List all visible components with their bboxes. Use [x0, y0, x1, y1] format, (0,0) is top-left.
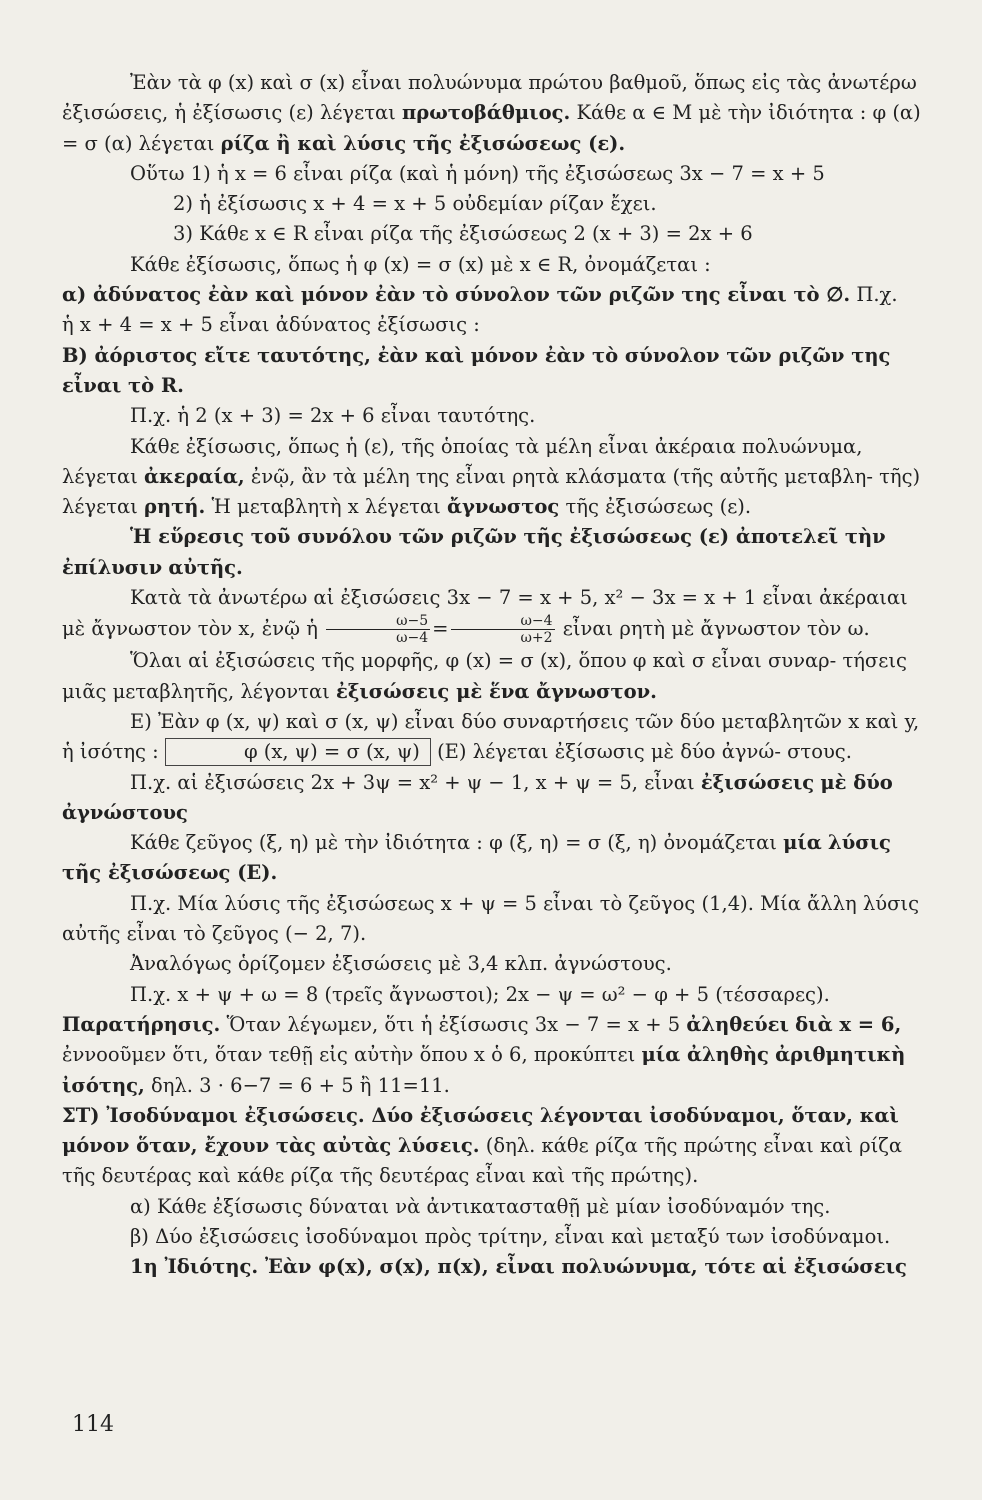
bold-term: μὲ δύο ἀγνώστους	[62, 770, 893, 824]
paragraph: Κατὰ τὰ ἀνωτέρω αἱ ἐξισώσεις 3x − 7 = x + 5, x² − 3x = x + 1 εἶναι ἀκέραιαι μὲ ἄγνωστον τὸν x, ἐνῷ ἡ $\frac{\omega-5}{\omega-4}$ = $\frac{\omega-4}{\omega+2}$ εἶναι ρητὴ μὲ ἄγνωστον τὸν ω.	[62, 586, 908, 647]
paragraph	[62, 768, 930, 829]
text-line: ἐνῷ, ἂν τὰ μέλη της εἶναι ρητὰ κλάσματα (τῆς αὐτῆς μεταβλη-	[250, 464, 873, 488]
text-line: Π.χ. Μία λύσις τῆς ἐξισώσεως x + ψ = 5 εἶναι τὸ ζεῦγος (1,4). Μία ἄλλη	[130, 891, 857, 915]
bold-term: ἐξισώσεις μὲ ἕνα ἄγνωστον.	[335, 679, 657, 703]
bold-term: αὐτῆς.	[168, 555, 243, 579]
text-line: Ὅταν λέγωμεν, ὅτι ἡ ἐξίσωσις 3x − 7 = x + 5	[226, 1012, 681, 1036]
text-line: ἀνωτέρω ἐξισώσεις, ἡ ἐξίσωσις (ε) λέγεται	[62, 71, 917, 125]
paragraph	[62, 828, 930, 889]
text-line: (δηλ. κάθε ρίζα τῆς πρώτης εἶναι καὶ ρίζα	[485, 1134, 903, 1158]
example-3: 3) Κάθε x ∈ R εἶναι ρίζα τῆς ἐξισώσεως 2 (x + 3) = 2x + 6	[173, 222, 753, 246]
bold-term: εἶναι τὸ R.	[62, 373, 184, 397]
paragraph: Κάθε ἐξίσωσις, ὅπως ἡ φ (x) = σ (x) μὲ x ∈ R, ὀνομάζεται :	[130, 252, 711, 276]
bold-term: λύσις τῆς ἐξισώσεως (Ε).	[62, 831, 891, 885]
example-1: Οὕτω 1) ἡ x = 6 εἶναι ρίζα (καὶ ἡ μόνη) τῆς ἐξισώσεως 3x − 7 = x + 5	[130, 161, 825, 185]
text-line: (Ε) λέγεται ἐξίσωσις μὲ δύο ἀγνώ-	[437, 740, 781, 764]
paragraph	[62, 707, 930, 768]
bold-term: ἀληθεύει	[686, 1012, 789, 1036]
bold-term: ΣΤ) Ἰσοδύναμοι ἐξισώσεις. Δύο ἐξισώσεις λέγονται ἰσοδύναμοι, ὅταν, καὶ	[62, 1103, 899, 1127]
bold-term: μία	[783, 831, 822, 855]
paragraph: Π.χ. x + ψ + ω = 8 (τρεῖς ἄγνωστοι); 2x − ψ = ω² − φ + 5 (τέσσαρες).	[130, 982, 830, 1006]
bold-term: Παρατήρησις.	[62, 1012, 221, 1036]
text-line: x καὶ y, ἡ ἰσότης :	[62, 709, 920, 764]
text-line: Κατὰ τὰ ἀνωτέρω αἱ ἐξισώσεις 3x − 7 = x + 5, x² − 3x = x + 1 εἶναι	[130, 586, 813, 610]
definition-b	[62, 341, 930, 402]
text-line: Ε) Ἐὰν φ (x, ψ) καὶ σ (x, ψ) εἶναι δύο συναρτήσεις τῶν δύο μεταβλητῶν	[130, 709, 842, 733]
bold-term: διὰ x = 6,	[795, 1012, 902, 1036]
page-number: 114	[72, 1412, 114, 1437]
text-line: λέγεται	[62, 464, 138, 488]
fraction	[326, 613, 430, 646]
fraction-numerator: ω−4	[451, 613, 555, 630]
bold-term: πρωτοβάθμιος.	[402, 101, 571, 125]
paragraph	[62, 432, 930, 523]
example-line: Π.χ. ἡ 2 (x + 3) = 2x + 6 εἶναι ταυτότης.	[130, 404, 536, 428]
paragraph	[62, 522, 930, 583]
text-line: ἐννοοῦμεν ὅτι, ὅταν τεθῇ εἰς αὐτὴν ὅπου x ὁ 6, προκύπτει	[62, 1043, 636, 1067]
bold-term: Ἡ εὕρεσις τοῦ συνόλου τῶν ριζῶν τῆς ἐξισώσεως (ε) ἀποτελεῖ τὴν ἐπίλυσιν	[62, 525, 886, 579]
bold-term: ρητή.	[144, 495, 206, 519]
example-2: 2) ἡ ἐξίσωσις x + 4 = x + 5 οὐδεμίαν ρίζαν ἔχει.	[173, 192, 657, 216]
paragraph	[62, 68, 930, 159]
text-line: Ἐὰν τὰ φ (x) καὶ σ (x) εἶναι πολυώνυμα πρώτου βαθμοῦ, ὅπως εἰς τὰς	[130, 71, 822, 94]
text-line: εἶναι ρητὴ μὲ ἄγνωστον τὸν ω.	[562, 617, 870, 641]
bold-term: μία ἀληθὴς	[641, 1043, 769, 1067]
bold-term: ἄγνωστος	[446, 495, 560, 519]
property-1	[62, 1252, 930, 1282]
fraction	[451, 613, 555, 646]
text-line: Κάθε ἐξίσωσις, ὅπως ἡ (ε), τῆς ὁποίας τὰ μέλη εἶναι ἀκέραια πολυώνυμα,	[130, 434, 863, 458]
text-line: τήσεις μιᾶς μεταβλητῆς, λέγονται	[62, 649, 907, 703]
property-a: α) Κάθε ἐξίσωσις δύναται νὰ ἀντικατασταθῇ μὲ μίαν ἰσοδύναμόν της.	[130, 1194, 831, 1218]
boxed-equation: φ (x, ψ) = σ (x, ψ)	[165, 738, 431, 766]
bold-term: ἀριθμητικὴ ἰσότης,	[62, 1043, 906, 1097]
text-line: Ἡ μεταβλητὴ x λέγεται	[211, 495, 441, 519]
text-line: τῆς) λέγεται	[62, 464, 921, 519]
text-line: τῆς δευτέρας καὶ κάθε ρίζα τῆς δευτέρας εἶναι καὶ τῆς πρώτης).	[62, 1164, 699, 1188]
paragraph	[62, 889, 930, 950]
bold-term: α) ἀδύνατος ἐὰν καὶ μόνον ἐὰν τὸ σύνολον τῶν ριζῶν της εἶναι τὸ ∅.	[62, 283, 851, 307]
bold-term: ἀκεραία,	[144, 464, 245, 488]
paragraph: Ἀναλόγως ὁρίζομεν ἐξισώσεις μὲ 3,4 κλπ. ἀγνώστους.	[130, 952, 672, 976]
bold-term: μόνον ὅταν, ἔχουν τὰς αὐτὰς λύσεις.	[62, 1134, 480, 1158]
text-line: λύσις αὐτῆς εἶναι τὸ ζεῦγος (− 2, 7).	[62, 891, 919, 946]
example-line: ἡ x + 4 = x + 5 εἶναι ἀδύνατος ἐξίσωσις :	[62, 313, 480, 337]
fraction-denominator: ω−4	[396, 630, 429, 647]
text-line: Κάθε α ∈ Μ μὲ τὴν	[576, 101, 763, 125]
text-line: Ὅλαι αἱ ἐξισώσεις τῆς μορφῆς, φ (x) = σ (x), ὅπου φ καὶ σ εἶναι συναρ-	[130, 649, 837, 673]
paragraph	[62, 646, 930, 707]
definition-a	[62, 280, 930, 310]
text-line: ἀκέραιαι μὲ ἄγνωστον τὸν x, ἐνῷ ἡ	[62, 586, 908, 641]
fraction-denominator: ω+2	[520, 630, 553, 647]
text-line: Π.χ.	[856, 283, 898, 307]
fraction-numerator: ω−5	[326, 613, 430, 630]
section-st	[62, 1101, 930, 1192]
text-line: δηλ. 3 · 6−7 = 6 + 5 ἢ 11=11.	[150, 1073, 450, 1097]
page-body	[62, 68, 930, 1283]
remark	[62, 1010, 930, 1101]
text-line: Κάθε ζεῦγος (ξ, η) μὲ τὴν ἰδιότητα : φ (ξ, η) = σ (ξ, η) ὀνομάζεται	[130, 831, 777, 855]
text-line: τῆς ἐξισώσεως (ε).	[565, 495, 752, 519]
text-line: στους.	[787, 740, 852, 764]
bold-term: ἐξισώσεις	[700, 770, 815, 794]
bold-term: 1η Ἰδιότης. Ἐὰν φ(x), σ(x), π(x), εἶναι πολυώνυμα, τότε αἱ ἐξισώσεις	[130, 1255, 907, 1279]
bold-term: ρίζα ἢ καὶ λύσις τῆς ἐξισώσεως (ε).	[220, 131, 626, 155]
property-b: β) Δύο ἐξισώσεις ἰσοδύναμοι πρὸς τρίτην, εἶναι καὶ μεταξύ των ἰσοδύναμοι.	[130, 1224, 891, 1248]
text-line: Π.χ. αἱ ἐξισώσεις 2x + 3ψ = x² + ψ − 1, x + ψ = 5, εἶναι	[130, 770, 695, 794]
bold-term: Β) ἀόριστος εἴτε ταυτότης, ἐὰν καὶ μόνον ἐὰν τὸ σύνολον τῶν ριζῶν της	[62, 343, 891, 367]
text-line: ἰδιότητα : φ (α) = σ (α) λέγεται	[62, 101, 921, 155]
